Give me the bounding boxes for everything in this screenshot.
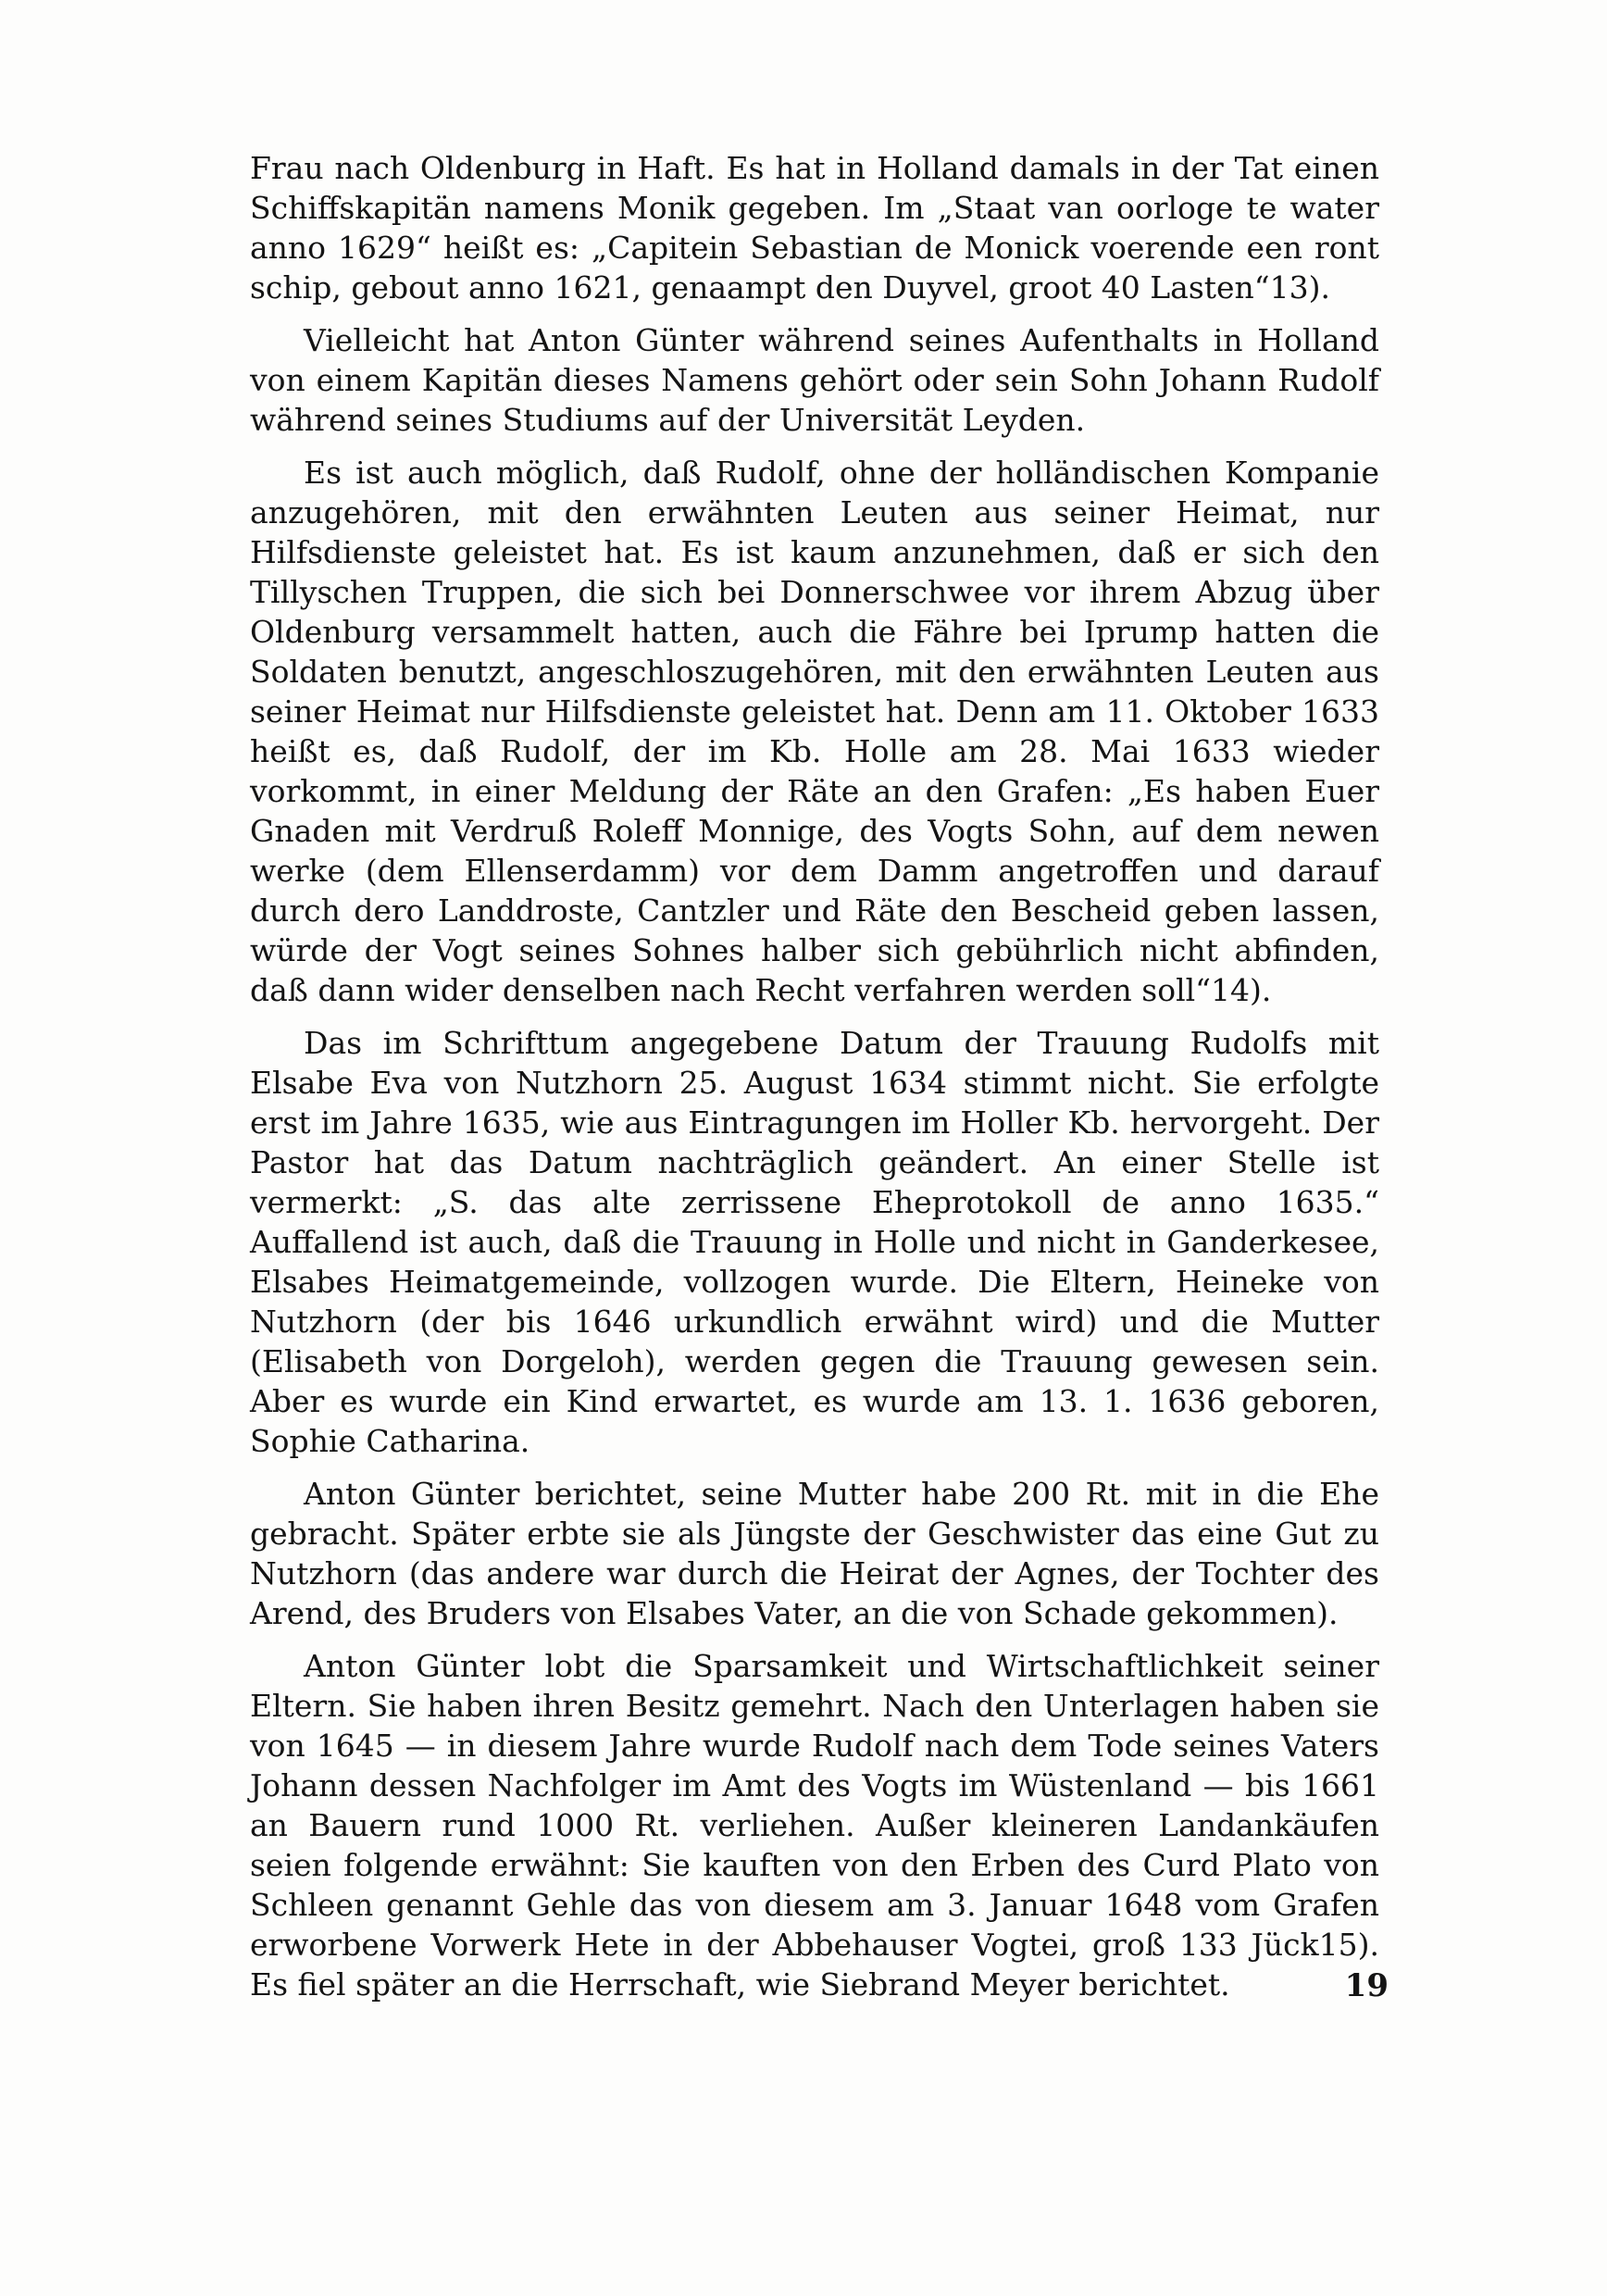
paragraph-6: Anton Günter lobt die Sparsamkeit und Wirtschaftlichkeit seiner Eltern. Sie haben ihren Besitz gemehrt. Nach den Unterlagen haben sie von 1645 — in diesem Jahre wurde Rudolf nach dem Tode seines Vaters Johann dessen Nachfolger im Amt des Vogts im Wüstenland — bis 1661 an Bauern rund 1000 Rt. verliehen. Außer kleineren Landankäufen seien folgende erwähnt: Sie kauften von den Erben des Curd Plato von Schleen genannt Gehle das von diesem am 3. Januar 1648 vom Grafen erworbene Vorwerk Hete in der Abbehauser Vogtei, groß 133 Jück15). Es fiel später an die Herrschaft, wie Siebrand Meyer berichtet. <box>250 1648 1379 2003</box>
paragraph-3: Es ist auch möglich, daß Rudolf, ohne der holländischen Kompanie anzugehören, mit den erwähnten Leuten aus seiner Heimat, nur Hilfsdienste geleistet hat. Es ist kaum anzunehmen, daß er sich den Tillyschen Truppen, die sich bei Donnerschwee vor ihrem Abzug über Oldenburg versammelt hatten, auch die Fähre bei Iprump hatten die Soldaten benutzt, angeschloszugehören, mit den erwähnten Leuten aus seiner Heimat nur Hilfsdienste geleistet hat. Denn am 11. Oktober 1633 heißt es, daß Rudolf, der im Kb. Holle am 28. Mai 1633 wieder vorkommt, in einer Meldung der Räte an den Grafen: „Es haben Euer Gnaden mit Verdruß Roleff Monnige, des Vogts Sohn, auf dem newen werke (dem Ellenserdamm) vor dem Damm angetroffen und darauf durch dero Landdroste, Cantzler und Räte den Bescheid geben lassen, würde der Vogt seines Sohnes halber sich gebührlich nicht abfinden, daß dann wider denselben nach Recht verfahren werden soll“14). <box>250 455 1379 1008</box>
paragraph-2: Vielleicht hat Anton Günter während seines Aufenthalts in Holland von einem Kapitän dieses Namens gehört oder sein Sohn Johann Rudolf während seines Studiums auf der Universität Leyden. <box>250 322 1379 438</box>
page-number: 19 <box>1344 1967 1389 2004</box>
paragraph-4: Das im Schrifttum angegebene Datum der Trauung Rudolfs mit Elsabe Eva von Nutzhorn 25. August 1634 stimmt nicht. Sie erfolgte erst im Jahre 1635, wie aus Eintragungen im Holler Kb. hervorgeht. Der Pastor hat das Datum nachträglich geändert. An einer Stelle ist vermerkt: „S. das alte zerrissene Eheprotokoll de anno 1635.“ Auffallend ist auch, daß die Trauung in Holle und nicht in Ganderkesee, Elsabes Heimatgemeinde, vollzogen wurde. Die Eltern, Heineke von Nutzhorn (der bis 1646 urkundlich erwähnt wird) und die Mutter (Elisabeth von Dorgeloh), werden gegen die Trauung gewesen sein. Aber es wurde ein Kind erwartet, es wurde am 13. 1. 1636 geboren, Sophie Catharina. <box>250 1025 1379 1459</box>
paragraph-1: Frau nach Oldenburg in Haft. Es hat in Holland damals in der Tat einen Schiffskapitän namens Monik gegeben. Im „Staat van oorloge te water anno 1629“ heißt es: „Capitein Sebastian de Monick voerende een ront schip, gebout anno 1621, genaampt den Duyvel, groot 40 Lasten“13). <box>250 150 1379 306</box>
paragraph-5: Anton Günter berichtet, seine Mutter habe 200 Rt. mit in die Ehe gebracht. Später erbte sie als Jüngste der Geschwister das eine Gut zu Nutzhorn (das andere war durch die Heirat der Agnes, der Tochter des Arend, des Bruders von Elsabes Vater, an die von Schade gekommen). <box>250 1476 1379 1631</box>
body-text <box>250 148 1379 2017</box>
